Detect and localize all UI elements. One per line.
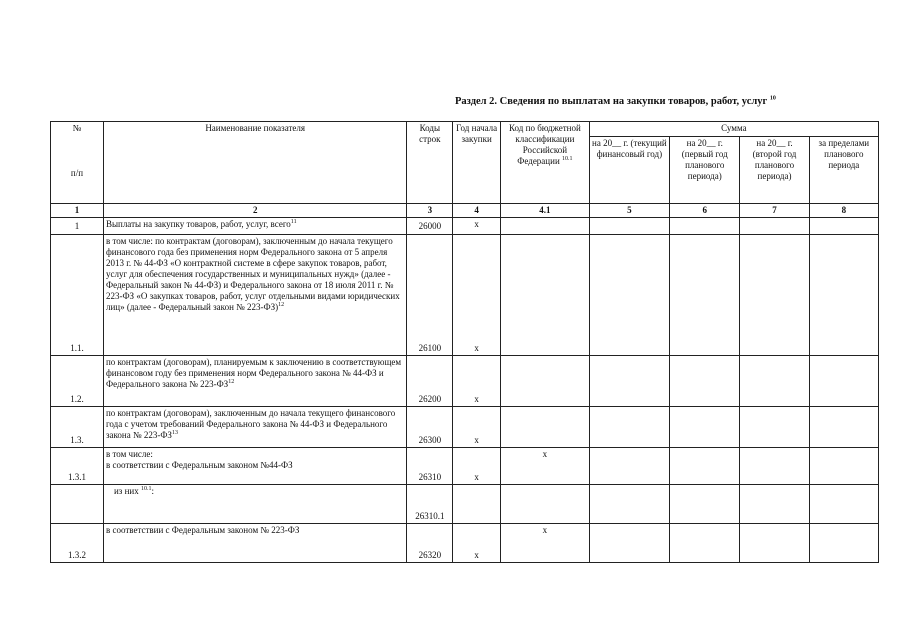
row-num: 1.1.	[51, 235, 104, 356]
row-num: 1.3.1	[51, 448, 104, 485]
column-numbers-row	[51, 204, 879, 218]
row-sum-cell	[809, 407, 878, 448]
row-name-text: по контрактам (договорам), планируемым к заключению в соответствующем финансовом году без применения норм Федерального закона № 44-ФЗ и Федерального закона № 223-ФЗ	[105, 357, 402, 389]
column-number: 8	[809, 204, 878, 218]
row-sum-cell	[670, 407, 740, 448]
row-sum-cell	[809, 218, 878, 235]
col-header-codes: Коды строк	[407, 122, 453, 204]
row-year: х	[453, 524, 501, 563]
row-footnote: 12	[278, 302, 285, 308]
column-number: 4	[453, 204, 501, 218]
row-name-line: в том числе:	[105, 449, 153, 459]
row-budget: х	[501, 524, 590, 563]
row-sum-cell	[670, 235, 740, 356]
row-sum-cell	[670, 485, 740, 524]
row-footnote: 13	[171, 430, 178, 436]
row-name	[103, 218, 406, 235]
row-name	[103, 235, 406, 356]
row-sum-cell	[740, 356, 809, 407]
row-name-text: по контрактам (договорам), заключенным до начала текущего финансового года с учетом требований Федерального закона № 44-ФЗ и Федерального закона № 223-ФЗ	[105, 408, 396, 440]
row-sum-cell	[589, 218, 669, 235]
column-number: 7	[740, 204, 809, 218]
row-name	[103, 407, 406, 448]
column-number: 5	[589, 204, 669, 218]
row-name-text: Выплаты на закупку товаров, работ, услуг, всего	[105, 219, 291, 229]
row-sum-cell	[740, 235, 809, 356]
row-code: 26310.1	[407, 485, 453, 524]
row-sum-cell	[809, 235, 878, 356]
col-header-year: Год начала закупки	[453, 122, 501, 204]
row-sum-cell	[589, 448, 669, 485]
col-header-name: Наименование показателя	[103, 122, 406, 204]
row-sum-cell	[809, 524, 878, 563]
row-num: 1.3.	[51, 407, 104, 448]
row-sum-cell	[670, 218, 740, 235]
table-row	[51, 356, 879, 407]
col-header-num	[51, 122, 104, 204]
col-header-sum-first: на 20__ г. (первый год планового периода)	[670, 137, 740, 204]
table-row	[51, 407, 879, 448]
row-budget	[501, 235, 590, 356]
row-year: х	[453, 448, 501, 485]
col-header-budget-footnote: 10.1	[562, 156, 573, 162]
col-header-budget	[501, 122, 590, 204]
column-number: 2	[103, 204, 406, 218]
row-sum-cell	[809, 448, 878, 485]
column-number: 6	[670, 204, 740, 218]
row-sum-cell	[589, 485, 669, 524]
row-sum-cell	[740, 407, 809, 448]
row-name	[103, 448, 406, 485]
row-budget	[501, 407, 590, 448]
column-number: 3	[407, 204, 453, 218]
row-year: х	[453, 235, 501, 356]
row-sum-cell	[589, 356, 669, 407]
row-name	[103, 356, 406, 407]
row-sum-cell	[589, 407, 669, 448]
row-sum-cell	[740, 485, 809, 524]
section-title-text: Раздел 2. Сведения по выплатам на закупки товаров, работ, услуг	[455, 96, 768, 107]
row-name-text: в соответствии с Федеральным законом №44-ФЗ	[105, 460, 293, 470]
section-title-footnote: 10	[769, 95, 776, 102]
row-year: х	[453, 218, 501, 235]
row-sum-cell	[589, 524, 669, 563]
row-budget	[501, 218, 590, 235]
col-header-sum-second: на 20__ г. (второй год планового периода)	[740, 137, 809, 204]
col-header-sum-beyond: за пределами планового периода	[809, 137, 878, 204]
row-code: 26310	[407, 448, 453, 485]
row-code: 26320	[407, 524, 453, 563]
table-row	[51, 485, 879, 524]
row-num: 1	[51, 218, 104, 235]
col-header-budget-text: Код по бюджетной классификации Российской Федерации	[509, 123, 581, 166]
row-budget	[501, 356, 590, 407]
row-code: 26300	[407, 407, 453, 448]
row-name-suffix: :	[151, 486, 154, 496]
row-num: 1.3.2	[51, 524, 104, 563]
row-sum-cell	[589, 235, 669, 356]
row-footnote: 11	[290, 219, 297, 225]
column-number: 1	[51, 204, 104, 218]
row-year: х	[453, 407, 501, 448]
row-sum-cell	[809, 356, 878, 407]
col-header-num-bottom: п/п	[70, 168, 84, 178]
row-footnote: 12	[228, 379, 235, 385]
row-year: х	[453, 356, 501, 407]
row-sum-cell	[809, 485, 878, 524]
row-sum-cell	[740, 524, 809, 563]
row-num	[51, 485, 104, 524]
row-name	[103, 485, 406, 524]
row-name-text: из них	[113, 486, 139, 496]
row-footnote: 10.1	[140, 486, 152, 492]
row-name-text: в том числе: по контрактам (договорам), заключенным до начала текущего финансового года без применения норм Федерального закона от 5 апреля 2013 г. № 44-ФЗ «О контрактной системе в сфере закупок товаров, работ, услуг для обеспечения государственных и муниципальных нужд» (далее - Федеральный закон № 44-ФЗ) и Федерального закона от 18 июля 2011 г. № 223-ФЗ «О закупках товаров, работ, услуг отдельными видами юридических лиц» (далее - Федеральный закон № 223-ФЗ)	[105, 236, 400, 312]
row-sum-cell	[740, 448, 809, 485]
row-code: 26000	[407, 218, 453, 235]
table-row	[51, 524, 879, 563]
header-row-1	[51, 122, 879, 137]
table-row	[51, 218, 879, 235]
col-header-num-top: №	[72, 123, 82, 133]
row-num: 1.2.	[51, 356, 104, 407]
row-name: в соответствии с Федеральным законом № 223-ФЗ	[103, 524, 406, 563]
row-budget: х	[501, 448, 590, 485]
column-number: 4.1	[501, 204, 590, 218]
table-row	[51, 235, 879, 356]
row-budget	[501, 485, 590, 524]
row-code: 26100	[407, 235, 453, 356]
row-year	[453, 485, 501, 524]
table-row	[51, 448, 879, 485]
row-code: 26200	[407, 356, 453, 407]
col-header-sum: Сумма	[589, 122, 878, 137]
row-sum-cell	[740, 218, 809, 235]
row-sum-cell	[670, 524, 740, 563]
payments-table	[50, 121, 879, 563]
col-header-sum-current: на 20__ г. (текущий финансовый год)	[589, 137, 669, 204]
row-sum-cell	[670, 448, 740, 485]
row-sum-cell	[670, 356, 740, 407]
section-title	[455, 96, 875, 107]
